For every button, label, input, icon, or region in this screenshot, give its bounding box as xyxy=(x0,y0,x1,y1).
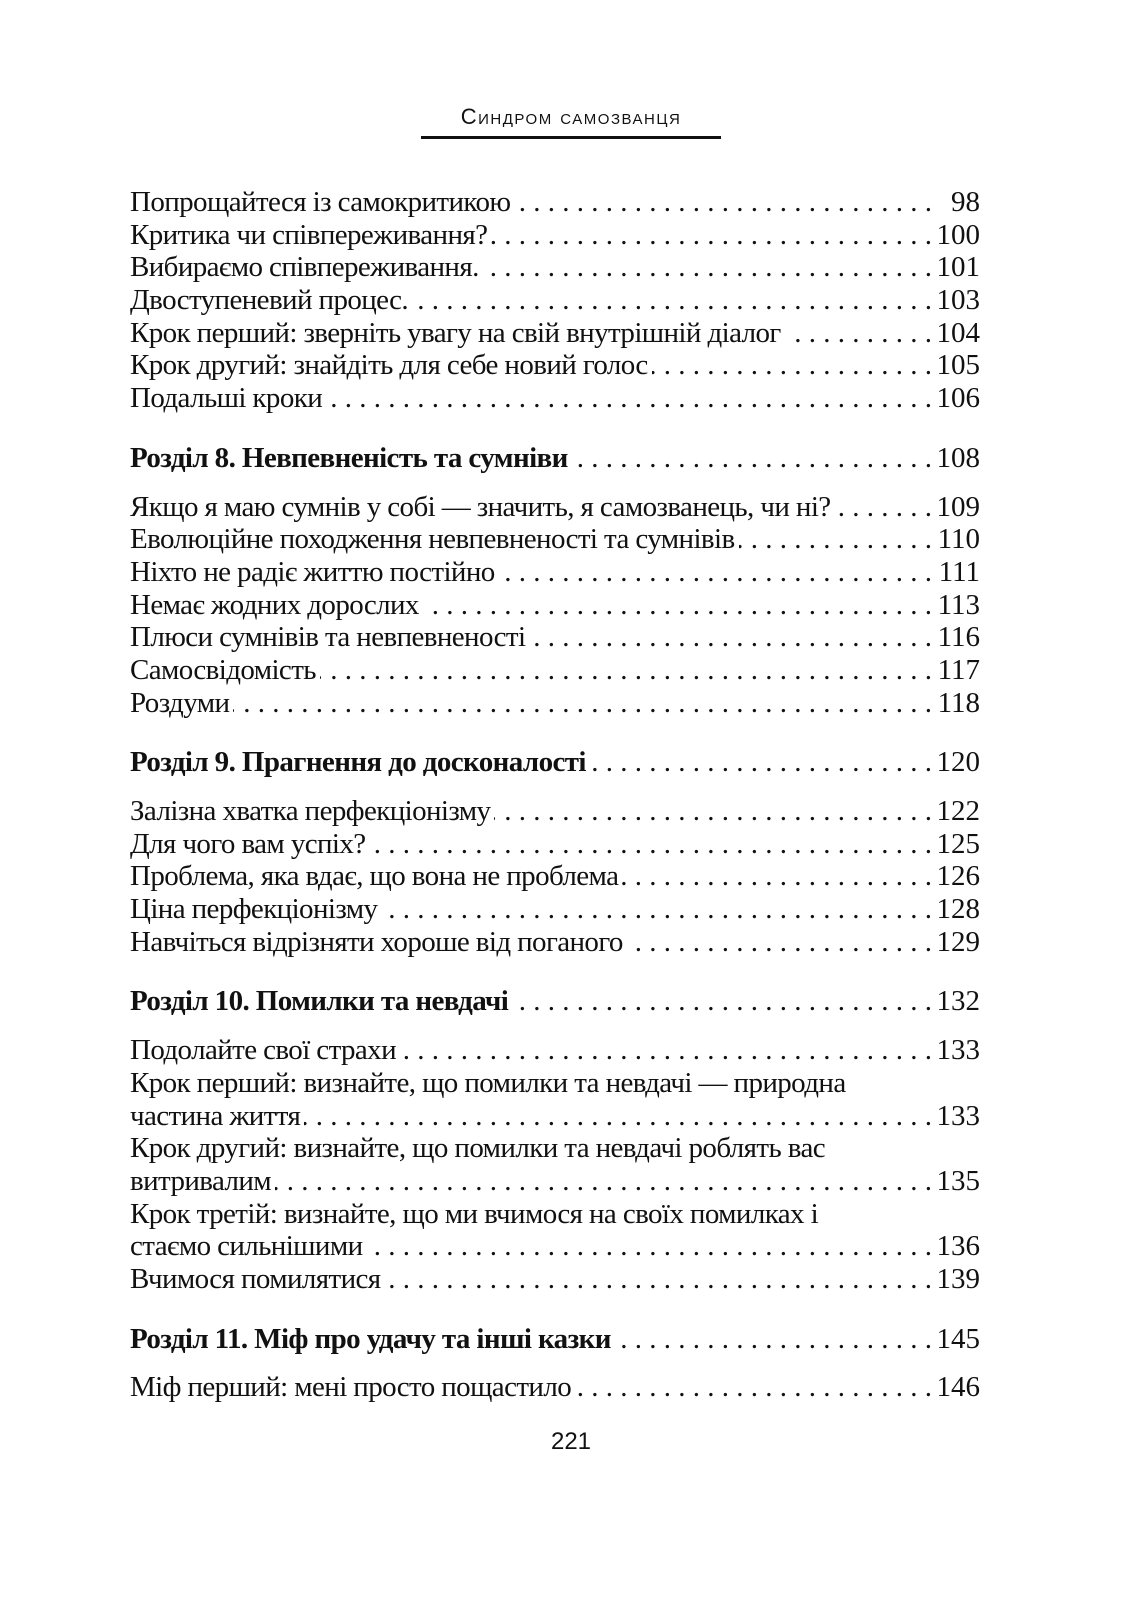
dot-leader xyxy=(835,491,932,524)
toc-entry[interactable] xyxy=(130,186,980,219)
toc-page-number: 128 xyxy=(936,893,980,926)
dot-leader xyxy=(412,284,932,317)
toc-page-number: 108 xyxy=(936,441,980,474)
toc-title: Попрощайтеся із самокритикою xyxy=(130,186,511,218)
toc-chapter[interactable] xyxy=(130,746,980,779)
toc-page-number: 136 xyxy=(936,1230,980,1263)
toc-page-number: 120 xyxy=(936,746,980,779)
dot-leader xyxy=(652,349,932,382)
toc-title: Проблема, яка вдає, що вона не проблема xyxy=(130,860,619,893)
toc-page-number: 109 xyxy=(936,490,980,523)
toc-page-number: 146 xyxy=(936,1371,980,1404)
toc-page-number: 145 xyxy=(936,1322,980,1355)
toc-entry[interactable] xyxy=(130,687,980,720)
toc-title: Крок другий: знайдіть для себе новий голос xyxy=(130,349,648,382)
dot-leader xyxy=(381,893,932,926)
toc-title: Двоступеневий процес. xyxy=(130,284,409,317)
toc-title: Еволюційне походження невпевненості та сумнівів xyxy=(130,523,735,556)
toc-page-number: 106 xyxy=(936,382,980,415)
toc-page-number: 110 xyxy=(937,523,980,556)
toc-page-number: 100 xyxy=(936,218,980,251)
toc-page-number: 103 xyxy=(936,284,980,317)
dot-leader xyxy=(367,1230,932,1263)
toc-chapter[interactable] xyxy=(130,985,980,1018)
running-header xyxy=(0,104,1142,139)
toc-page-number: 104 xyxy=(936,316,980,349)
toc-entry[interactable] xyxy=(130,926,980,959)
page-number: 221 xyxy=(550,1428,592,1455)
toc-title: Навчіться відрізняти хороше від поганого xyxy=(130,925,623,958)
dot-leader xyxy=(627,926,932,959)
running-header-title: Синдром самозванця xyxy=(421,104,721,139)
toc-title: Плюси сумнівів та невпевненості xyxy=(130,621,526,654)
toc-page-number: 133 xyxy=(936,1034,980,1067)
dot-leader xyxy=(514,186,932,219)
toc-page-number: 116 xyxy=(937,621,980,654)
toc-entry[interactable] xyxy=(130,219,980,252)
toc-title: Критика чи співпереживання? xyxy=(130,218,488,251)
toc-page-number: 129 xyxy=(936,925,980,958)
dot-leader xyxy=(370,828,932,861)
toc-entry[interactable] xyxy=(130,1230,980,1263)
toc-title: Міф перший: мені просто пощастило xyxy=(130,1371,572,1404)
dot-leader xyxy=(304,1100,932,1133)
toc-entry[interactable] xyxy=(130,491,980,524)
toc-entry[interactable] xyxy=(130,621,980,654)
toc-entry[interactable] xyxy=(130,1371,980,1404)
toc-entry-title-line: Крок перший: визнайте, що помилки та невдачі — природна xyxy=(130,1066,846,1099)
toc-entry[interactable] xyxy=(130,382,980,415)
dot-leader xyxy=(385,1263,932,1296)
toc-entry[interactable] xyxy=(130,284,980,317)
toc-entry[interactable] xyxy=(130,589,980,622)
toc-entry[interactable] xyxy=(130,251,980,284)
toc-chapter[interactable] xyxy=(130,1323,980,1356)
dot-leader xyxy=(529,621,932,654)
toc-page-number: 132 xyxy=(936,985,980,1018)
dot-leader xyxy=(575,1371,932,1404)
toc-title: Ніхто не радіє життю постійно xyxy=(130,555,495,588)
dot-leader xyxy=(785,317,932,350)
toc-title: Самосвідомість xyxy=(130,653,316,686)
dot-leader xyxy=(590,746,932,779)
toc-entry[interactable] xyxy=(130,654,980,687)
toc-entry[interactable] xyxy=(130,556,980,589)
toc-page-number: 126 xyxy=(936,860,980,893)
toc-page-number: 118 xyxy=(937,686,980,719)
toc-title: Розділ 11. Міф про удачу та інші казки xyxy=(130,1322,611,1355)
dot-leader xyxy=(499,556,932,589)
toc-title: Розділ 10. Помилки та невдачі xyxy=(130,985,509,1018)
toc-title: Розділ 9. Прагнення до досконалості xyxy=(130,746,586,779)
toc-entry[interactable] xyxy=(130,860,980,893)
toc-title: Вибираємо співпереживання. xyxy=(130,251,479,284)
dot-leader xyxy=(491,219,932,252)
toc-title: витривалим xyxy=(130,1164,272,1197)
toc-title: Крок перший: зверніть увагу на свій внутрішній діалог xyxy=(130,316,781,349)
toc-entry[interactable] xyxy=(130,1100,980,1133)
toc-entry[interactable] xyxy=(130,893,980,926)
toc-chapter[interactable] xyxy=(130,442,980,475)
toc-entry-title-line: Крок третій: визнайте, що ми вчимося на своїх помилках і xyxy=(130,1197,819,1230)
toc-title: Роздуми xyxy=(130,686,230,719)
dot-leader xyxy=(483,251,932,284)
toc-page-number: 122 xyxy=(936,795,980,827)
toc-page-number: 133 xyxy=(936,1099,980,1132)
toc-page-number: 105 xyxy=(936,349,980,382)
table-of-contents xyxy=(130,186,980,1404)
toc-page-number: 111 xyxy=(938,555,980,588)
toc-title: Якщо я маю сумнів у собі — значить, я самозванець, чи ні? xyxy=(130,490,831,523)
toc-title: Ціна перфекціонізму xyxy=(130,893,378,926)
toc-page-number: 113 xyxy=(937,588,980,621)
toc-page-number: 139 xyxy=(936,1262,980,1295)
toc-page-number: 125 xyxy=(936,827,980,860)
toc-entry[interactable] xyxy=(130,828,980,861)
dot-leader xyxy=(400,1034,932,1067)
toc-entry[interactable] xyxy=(130,1034,980,1067)
toc-page-number: 117 xyxy=(937,653,980,686)
dot-leader xyxy=(739,523,932,556)
dot-leader xyxy=(615,1323,932,1356)
dot-leader xyxy=(423,589,932,622)
toc-entry[interactable] xyxy=(130,523,980,556)
dot-leader xyxy=(622,860,932,893)
toc-entry[interactable] xyxy=(130,1165,980,1198)
dot-leader xyxy=(320,654,932,687)
dot-leader xyxy=(233,687,932,720)
dot-leader xyxy=(326,382,932,415)
toc-title: Немає жодних дорослих xyxy=(130,588,419,621)
toc-entry-title-line: Крок другий: визнайте, що помилки та невдачі роблять вас xyxy=(130,1132,825,1165)
dot-leader xyxy=(512,985,932,1018)
toc-title: Для чого вам успіх? xyxy=(130,827,366,860)
toc-entry[interactable] xyxy=(130,317,980,350)
toc-entry[interactable] xyxy=(130,795,980,828)
toc-title: Подолайте свої страхи xyxy=(130,1034,397,1067)
toc-page-number: 101 xyxy=(936,251,980,284)
toc-title: частина життя xyxy=(130,1099,301,1132)
dot-leader xyxy=(494,795,932,828)
toc-title: Подальші кроки xyxy=(130,382,323,415)
dot-leader xyxy=(275,1165,932,1198)
toc-page-number: 135 xyxy=(936,1164,980,1197)
toc-title: Розділ 8. Невпевненість та сумніви xyxy=(130,441,568,474)
toc-title: Залізна хватка перфекціонізму xyxy=(130,795,491,827)
toc-entry[interactable] xyxy=(130,349,980,382)
toc-entry[interactable] xyxy=(130,1263,980,1296)
toc-title: Вчимося помилятися xyxy=(130,1262,381,1295)
toc-page-number: 98 xyxy=(951,186,980,218)
dot-leader xyxy=(572,442,932,475)
toc-title: стаємо сильнішими xyxy=(130,1230,363,1263)
